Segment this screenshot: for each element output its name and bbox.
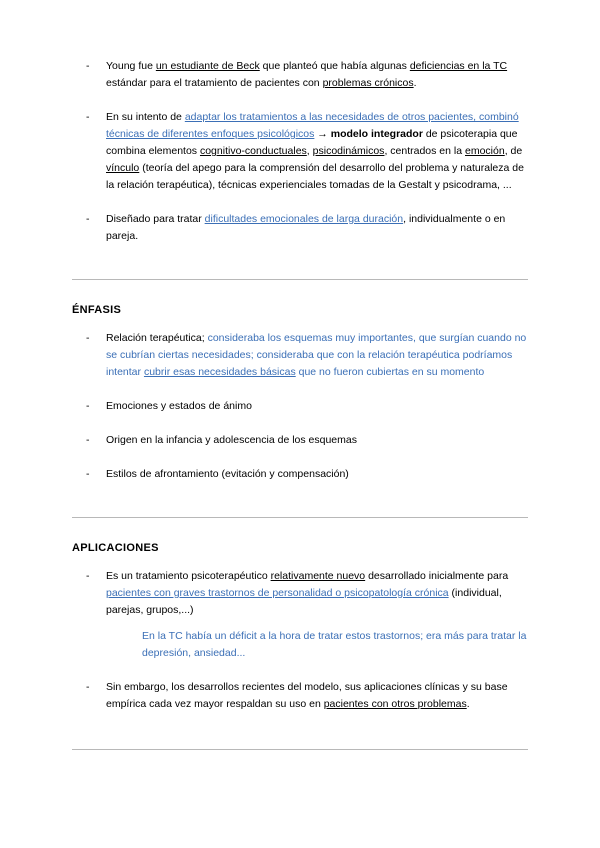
- text-run: pacientes con otros problemas: [323, 698, 467, 710]
- text-run: , individualmente o en pareja.: [106, 213, 506, 242]
- text-run: .: [413, 77, 417, 89]
- text-run: Es un tratamiento psicoterapéutico: [106, 570, 271, 582]
- bullet-subnote: En la TC había un déficit a la hora de tratar estos trastornos; era más para tratar la depresión, ansiedad...: [142, 630, 527, 659]
- text-run: , centrados en la: [384, 145, 465, 157]
- text-run: (individual, parejas, grupos,...): [106, 587, 502, 616]
- text-run: Young fue: [106, 60, 156, 72]
- bullet-dash: -: [86, 60, 90, 72]
- text-run: que planteó que había algunas: [259, 60, 410, 72]
- bullet-text: [106, 332, 526, 378]
- bullet-dash: -: [86, 400, 90, 412]
- bullet-text: [106, 570, 508, 616]
- spacer: [72, 483, 528, 517]
- bullet-item: [72, 330, 528, 381]
- spacer: [72, 280, 528, 304]
- bullet-text: [106, 400, 252, 412]
- text-run: Relación terapéutica;: [106, 332, 208, 344]
- text-run: Diseñado para tratar: [106, 213, 205, 225]
- bullet-text: [106, 111, 524, 191]
- bullet-list-aplicaciones: [72, 568, 528, 713]
- section-intro: [72, 58, 528, 245]
- bullet-list-intro: [72, 58, 528, 245]
- text-run: problemas crónicos: [322, 77, 414, 89]
- bullet-text: [106, 60, 507, 89]
- section-enfasis: [72, 304, 528, 483]
- bottom-divider-wrap: [72, 749, 528, 750]
- section-heading-enfasis: ÉNFASIS: [72, 304, 122, 316]
- text-run: desarrollado inicialmente para: [365, 570, 509, 582]
- bullet-text: [106, 213, 505, 242]
- section-aplicaciones: [72, 542, 528, 713]
- text-run: psicodinámicos: [312, 145, 385, 157]
- bullet-item: [72, 58, 528, 92]
- text-run: consideraba los esquemas muy importantes, que surgían cuando no se cubrían ciertas necesidades; consideraba que con la relación terapéutica podríamos intentar: [106, 332, 527, 378]
- spacer: [72, 245, 528, 279]
- bullet-dash: -: [86, 681, 90, 693]
- bullet-item: [72, 466, 528, 483]
- bullet-text: [106, 681, 508, 710]
- text-run: Emociones y estados de ánimo: [106, 400, 252, 412]
- bullet-item: [72, 109, 528, 194]
- section-heading-aplicaciones: APLICACIONES: [72, 542, 159, 554]
- text-run: estándar para el tratamiento de pacientes con: [106, 77, 323, 89]
- text-run: deficiencias en la TC: [409, 60, 508, 72]
- text-run: modelo integrador: [330, 128, 423, 140]
- text-run: que no fueron cubiertas en su momento: [295, 366, 485, 378]
- text-run: de psicoterapia que combina elementos: [106, 128, 518, 157]
- bullet-item: [72, 398, 528, 415]
- text-run: Origen en la infancia y adolescencia de los esquemas: [106, 434, 357, 446]
- text-run: un estudiante de Beck: [155, 60, 260, 72]
- bullet-item: [72, 211, 528, 245]
- bullet-text: [106, 434, 357, 446]
- text-run: cubrir esas necesidades básicas: [143, 366, 296, 378]
- text-run: pacientes con graves trastornos de personalidad o psicopatología crónica: [106, 587, 449, 599]
- bullet-item: [72, 679, 528, 713]
- bullet-text: [106, 468, 349, 480]
- text-run: (teoría del apego para la comprensión del desarrollo del problema y naturaleza de la relación terapéutica), técnicas experienciales tomadas de la Gestalt y psicodrama, ...: [106, 162, 524, 191]
- text-run: relativamente nuevo: [270, 570, 366, 582]
- text-run: dificultades emocionales de larga duración: [204, 213, 404, 225]
- text-run: emoción: [465, 145, 505, 157]
- bullet-item: [72, 568, 528, 662]
- bullet-dash: -: [86, 213, 90, 225]
- text-run: .: [466, 698, 470, 710]
- section-divider: [72, 749, 528, 750]
- bullet-dash: -: [86, 434, 90, 446]
- bullet-dash: -: [86, 570, 90, 582]
- text-run: , de: [504, 145, 523, 157]
- text-run: adaptar los tratamientos a las necesidades de otros pacientes, combinó técnicas de diferentes enfoques psicológicos: [106, 111, 519, 140]
- text-run: ,: [306, 145, 313, 157]
- bullet-dash: -: [86, 111, 90, 123]
- text-run: vínculo: [106, 162, 140, 174]
- bullet-item: [72, 432, 528, 449]
- spacer: [72, 518, 528, 542]
- text-run: En su intento de: [106, 111, 185, 123]
- text-run: Sin embargo, los desarrollos recientes del modelo, sus aplicaciones clínicas y su base empírica cada vez mayor respaldan su uso en: [106, 681, 508, 710]
- text-run: cognitivo-conductuales: [199, 145, 307, 157]
- text-run: →: [314, 128, 331, 140]
- text-run: Estilos de afrontamiento (evitación y compensación): [106, 468, 349, 480]
- bullet-list-enfasis: [72, 330, 528, 483]
- bullet-dash: -: [86, 332, 90, 344]
- bullet-dash: -: [86, 468, 90, 480]
